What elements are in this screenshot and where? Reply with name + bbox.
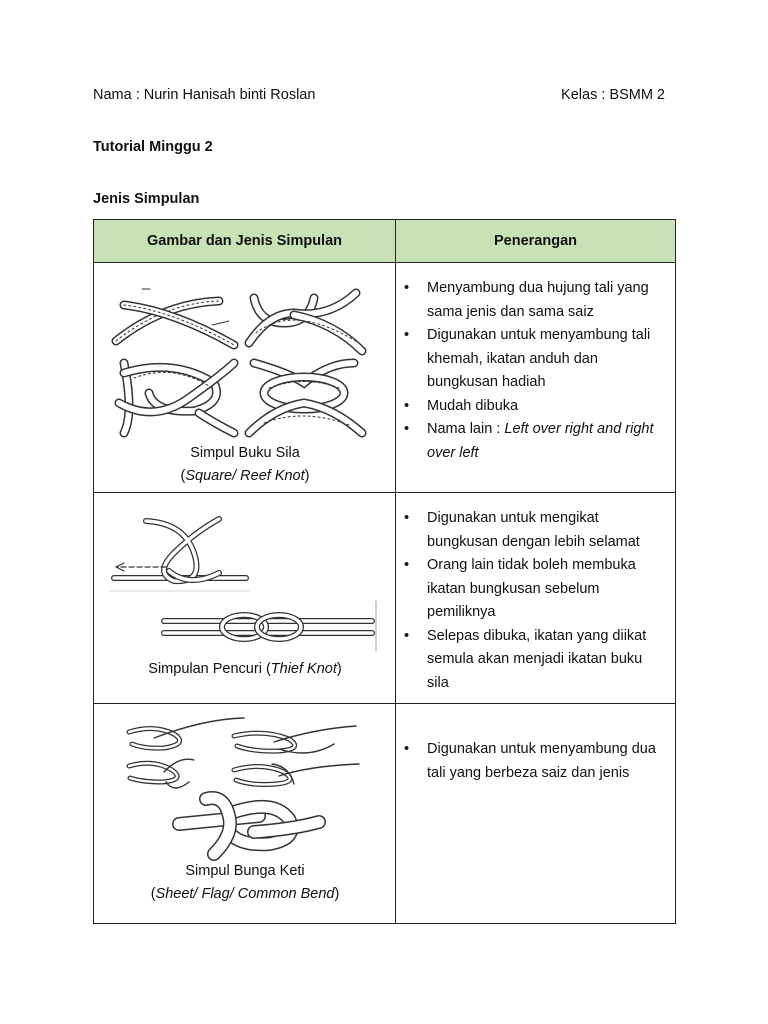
sheet-bend-step2-image xyxy=(234,726,356,753)
list-item: • Digunakan untuk menyambung dua tali yang berbeza saiz dan jenis xyxy=(404,741,656,781)
sheet-bend-step1-image xyxy=(129,718,244,748)
thief-knot-step2-image xyxy=(164,601,376,651)
knot-name: Simpul Buku Sila xyxy=(190,445,300,461)
knots-table xyxy=(93,219,676,924)
table-header-row xyxy=(94,220,676,263)
knot-description-cell xyxy=(396,704,676,924)
student-name: Nama : Nurin Hanisah binti Roslan xyxy=(93,87,316,103)
section-title: Jenis Simpulan xyxy=(93,191,200,207)
knot-name: Simpul Bunga Keti xyxy=(185,863,305,879)
sheet-bend-step3-image xyxy=(129,759,194,788)
list-item: • Digunakan untuk menyambung tali khemah, ikatan anduh dan bungkusan hadiah xyxy=(404,327,651,390)
document-title: Tutorial Minggu 2 xyxy=(93,139,213,155)
table-row xyxy=(94,704,676,924)
knot-image-cell xyxy=(94,704,396,924)
knot-image-cell xyxy=(94,493,396,704)
table-row xyxy=(94,493,676,704)
description-list xyxy=(396,263,675,465)
knot-name: Simpulan Pencuri (Thief Knot) xyxy=(148,661,342,677)
square-knot-step3-image xyxy=(119,363,234,433)
student-class: Kelas : BSMM 2 xyxy=(561,87,665,103)
student-header xyxy=(93,87,665,107)
list-item: • Mudah dibuka xyxy=(404,397,519,414)
square-knot-step2-image xyxy=(249,293,362,351)
square-knot-step4-image xyxy=(249,363,362,433)
table-row xyxy=(94,263,676,493)
knot-image-cell xyxy=(94,263,396,493)
knot-english-name: (Sheet/ Flag/ Common Bend) xyxy=(150,886,340,902)
knot-description-cell xyxy=(396,263,676,493)
list-item: • Menyambung dua hujung tali yang sama jenis dan sama saiz xyxy=(404,280,649,320)
list-item: • Nama lain : Left over right and right over left xyxy=(404,421,654,461)
list-item: • Orang lain tidak boleh membuka ikatan bungkusan sebelum pemiliknya xyxy=(404,557,636,620)
knot-caption xyxy=(94,442,396,488)
col-header-image: Gambar dan Jenis Simpulan xyxy=(94,220,396,263)
thief-knot-step1-image xyxy=(109,519,249,591)
col-header-description: Penerangan xyxy=(396,220,676,263)
description-list xyxy=(396,493,675,695)
knot-english-name: (Square/ Reef Knot) xyxy=(180,468,310,484)
square-knot-step1-image xyxy=(116,289,234,345)
list-item: • Selepas dibuka, ikatan yang diikat semula akan menjadi ikatan buku sila xyxy=(404,627,647,691)
description-list xyxy=(396,704,675,785)
list-item: • Digunakan untuk mengikat bungkusan dengan lebih selamat xyxy=(404,510,640,550)
sheet-bend-final-image xyxy=(179,798,319,854)
sheet-bend-step4-image xyxy=(234,764,359,785)
knot-caption xyxy=(94,860,396,906)
knot-description-cell xyxy=(396,493,676,704)
knot-caption xyxy=(94,658,396,681)
